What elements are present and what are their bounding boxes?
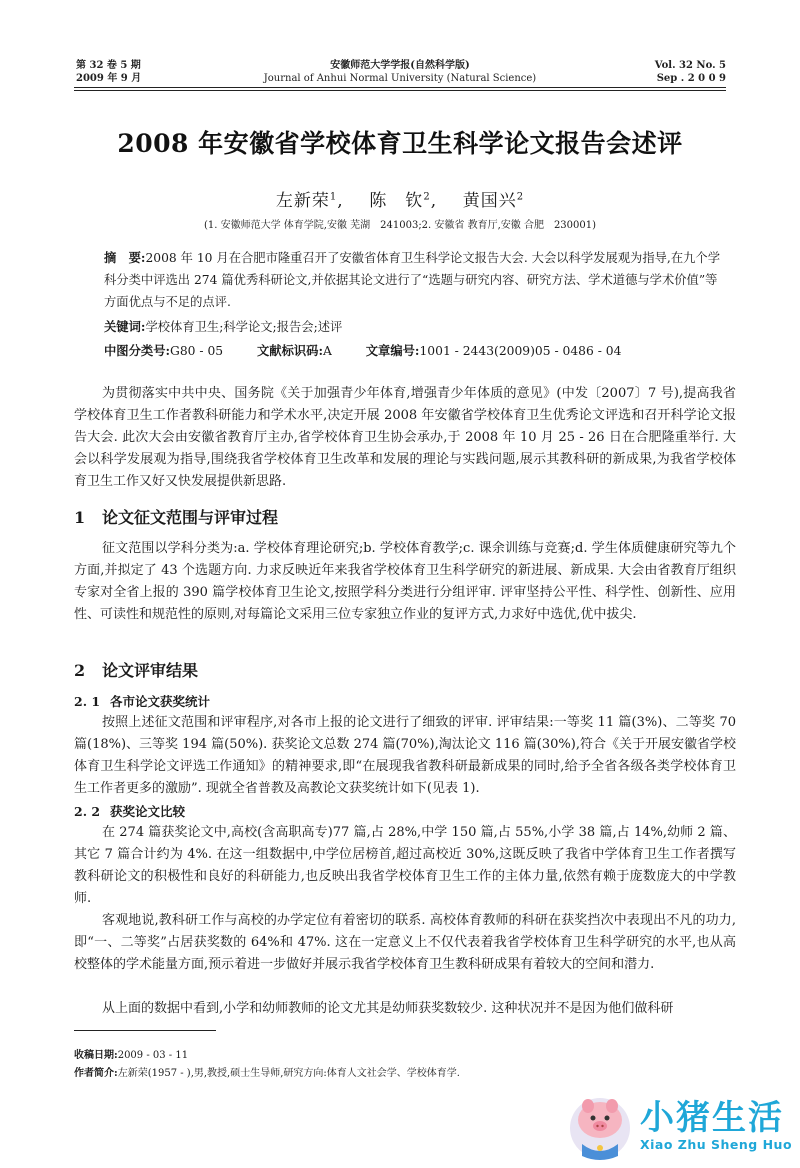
subsection-number: 2. 2: [74, 804, 101, 819]
article-id-value: 1001 - 2443(2009)05 - 0486 - 04: [419, 344, 622, 358]
subsection-number: 2. 1: [74, 694, 101, 709]
pig-mascot-icon: [562, 1084, 638, 1164]
received-value: 2009 - 03 - 11: [117, 1050, 189, 1061]
abstract-text: 2008 年 10 月在合肥市隆重召开了安徽省体育卫生科学论文报告大会. 大会以科学发展观为指导,在九个学科分类中评选出 274 篇优秀科研论文,并依据其论文进行了“选题与研究内容、研究方法、学术道德与学术价值”等方面优点与不足的点评.: [104, 251, 721, 309]
clc-label: 中图分类号:: [104, 343, 171, 358]
subsection-2-2-paragraph-3: 从上面的数据中看到,小学和幼师教师的论文尤其是幼师获奖数较少. 这种状况并不是因为他们做科研: [102, 1001, 674, 1016]
author-name: 黄国兴: [462, 191, 517, 211]
publication-date: 2009 年 9 月: [76, 73, 142, 84]
section-number: 1: [74, 508, 86, 527]
subsection-title: 获奖论文比较: [110, 804, 186, 819]
subsection-2-2-paragraph-2: 客观地说,教科研工作与高校的办学定位有着密切的联系. 高校体育教师的科研在获奖挡次中表现出不凡的功力,即“一、二等奖”占居获奖数的 64%和 47%. 这在一定意义上不仅代表着我省学校体育卫生科学研究的水平,也从高校整体的学术能量方面,预示着进一步做好并展示我省学校体育卫生教科研成果有着较大的空间和潜力.: [74, 913, 736, 972]
journal-name: [250, 59, 550, 85]
doc-code-value: A: [323, 344, 332, 358]
journal-name-en: Journal of Anhui Normal University (Natural Science): [263, 73, 537, 84]
subsection-2-1-heading: [74, 692, 210, 710]
journal-volume-en: [655, 59, 726, 85]
author-name: 左新荣: [275, 191, 330, 211]
publication-date-en: Sep . 2 0 0 9: [656, 73, 726, 84]
journal-name-cn: 安徽师范大学学报(自然科学版): [330, 60, 470, 71]
paper-title: 2008 年安徽省学校体育卫生科学论文报告会述评: [117, 129, 683, 158]
subsection-2-2-heading: [74, 802, 185, 820]
author-affiliation-mark: 2: [423, 191, 431, 203]
footnote-rule: [74, 1030, 216, 1031]
volume-issue-en: Vol. 32 No. 5: [654, 60, 726, 71]
abstract-label: 摘 要:: [104, 250, 146, 265]
author-bio: [74, 1064, 734, 1079]
watermark-title: 小猪生活: [640, 1098, 784, 1138]
section-1-heading: [74, 505, 278, 528]
intro-paragraph: 为贯彻落实中共中央、国务院《关于加强青少年体育,增强青少年体质的意见》(中发〔2007〕7 号),提高我省学校体育卫生工作者教科研能力和学术水平,决定开展 2008 年安徽省学校体育卫生优秀论文评选和召开科学论文报告大会. 此次大会由安徽省教育厅主办,省学校体育卫生协会承办,于 2008 年 10 月 25 - 26 日在合肥隆重举行. 大会以科学发展观为指导,围绕我省学校体育卫生改革和发展的理论与实践问题,展示其教科研的新成果,为我省学校体育卫生工作又好又快发展提供新思路.: [74, 386, 736, 489]
received-date: [74, 1046, 734, 1061]
journal-volume: [76, 59, 141, 85]
watermark-subtitle: Xiao Zhu Sheng Huo: [640, 1137, 793, 1152]
section-title: 论文征文范围与评审过程: [102, 508, 279, 527]
keywords-text: 学校体育卫生;科学论文;报告会;述评: [145, 320, 343, 334]
volume-issue: 第 32 卷 5 期: [76, 60, 141, 71]
classification-line: [104, 341, 724, 359]
article-id-label: 文章编号:: [365, 343, 420, 358]
header-rule-thin: [74, 90, 726, 91]
header-rule: [74, 87, 726, 88]
author-affiliation-mark: 1: [329, 191, 338, 203]
author-affiliation-mark: 2: [516, 191, 525, 203]
doc-code-label: 文献标识码:: [256, 343, 323, 358]
section-1-paragraph: 征文范围以学科分类为:a. 学校体育理论研究;b. 学校体育教学;c. 课余训练与竞赛;d. 学生体质健康研究等九个方面,并拟定了 43 个选题方向. 力求反映近年来我省学校体育卫生科学研究的新进展、新成果. 大会由省教育厅组织专家对全省上报的 390 篇学校体育卫生论文,按照学科分类进行分组评审. 评审坚持公平性、科学性、创新性、应用性、可读性和规范性的原则,对每篇论文采用三位专家独立作业的复评方式,力求好中选优,优中拔尖.: [74, 541, 736, 622]
affiliations: (1. 安徽师范大学 体育学院,安徽 芜湖 241003;2. 安徽省 教育厅,安徽 合肥 230001): [203, 220, 597, 231]
section-2-heading: [74, 658, 198, 681]
author-bio-text: 左新荣(1957 - ),男,教授,硕士生导师,研究方向:体育人文社会学、学校体育学.: [117, 1068, 460, 1079]
subsection-2-1-paragraph: 按照上述征文范围和评审程序,对各市上报的论文进行了细致的评审. 评审结果:一等奖 11 篇(3%)、二等奖 70 篇(18%)、三等奖 194 篇(50%). 获奖论文总数 274 篇(70%),淘汰论文 116 篇(30%),符合《关于开展安徽省学校体育卫生科学论文评选工作通知》的精神要求,即“在展现我省教科研最新成果的同时,给予全省各级各类学校体育卫生工作者更多的激励”. 现就全省普教及高教论文获奖统计如下(见表 1).: [74, 715, 736, 796]
abstract: [104, 247, 724, 313]
subsection-title: 各市论文获奖统计: [110, 694, 211, 709]
section-number: 2: [74, 661, 86, 680]
author-list: 左新荣$^1$, 陈 钦$^2$, 黄国兴$^2$: [275, 191, 525, 211]
received-label: 收稿日期:: [74, 1050, 118, 1061]
subsection-2-2-paragraph-1: 在 274 篇获奖论文中,高校(含高职高专)77 篇,占 28%,中学 150 篇,占 55%,小学 38 篇,占 14%,幼师 2 篇、其它 7 篇合计约为 4%. 在这一组数据中,中学位居榜首,超过高校近 30%,这既反映了我省中学体育卫生工作者撰写教科研论文的积极性和良好的科研能力,也反映出我省学校体育卫生工作的主体力量,依然有赖于庞数庞大的中学教师.: [74, 825, 736, 906]
keywords: [104, 317, 724, 335]
section-title: 论文评审结果: [102, 661, 199, 680]
clc-value: G80 - 05: [170, 344, 224, 358]
author-name: 陈 钦: [369, 191, 424, 211]
keywords-label: 关键词:: [104, 319, 146, 334]
author-bio-label: 作者简介:: [74, 1068, 118, 1079]
